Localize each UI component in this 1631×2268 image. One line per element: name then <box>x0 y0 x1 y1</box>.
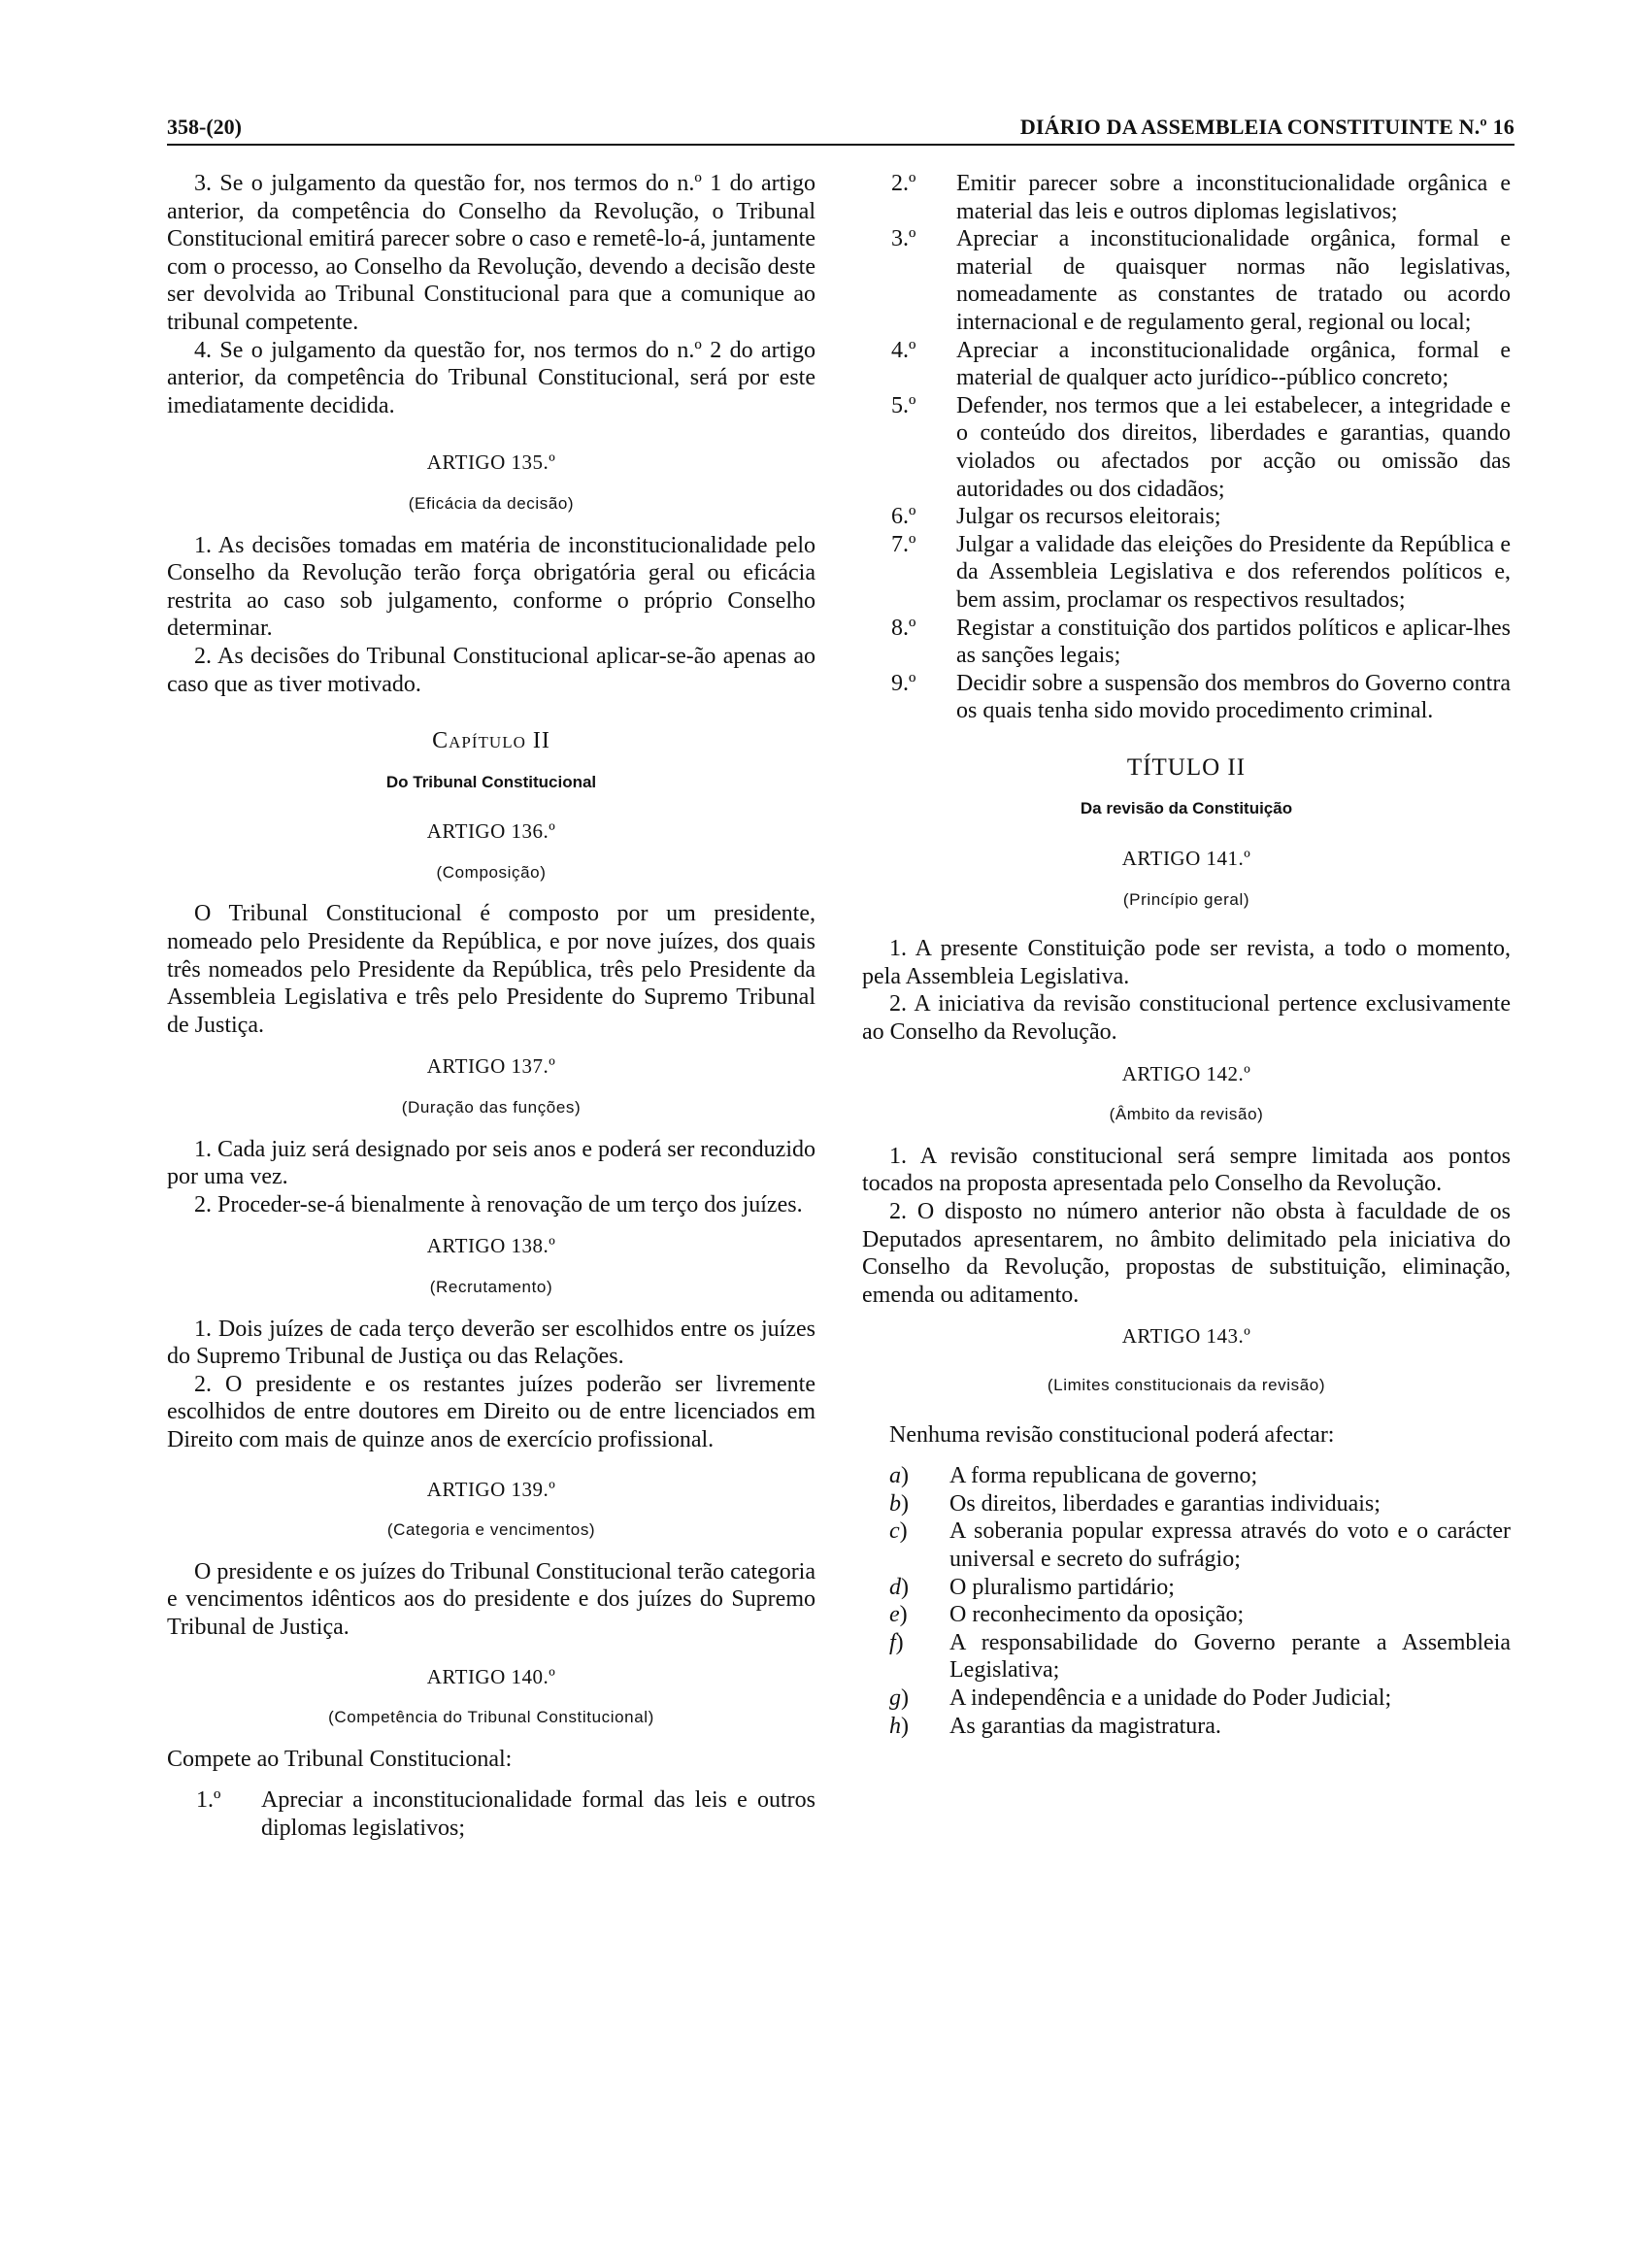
item-text: Apreciar a inconstitucionalidade orgânica, formal e material de qualquer acto jurídico--público concreto; <box>956 337 1511 391</box>
right-column <box>862 170 1511 1740</box>
item-text: A independência e a unidade do Poder Judicial; <box>949 1684 1392 1711</box>
list-item <box>862 1713 1511 1741</box>
article-subtitle-137: (Duração das funções) <box>401 1098 582 1117</box>
page-header <box>167 115 1514 146</box>
list-item <box>167 1786 816 1842</box>
chapter-heading: Capítulo II <box>432 728 550 754</box>
list-item <box>862 1518 1511 1573</box>
item-number: 1.º <box>196 1787 221 1814</box>
article-heading-138: ARTIGO 138.º <box>426 1234 556 1258</box>
list-item <box>862 1490 1511 1518</box>
art135-paragraph-2: 2. As decisões do Tribunal Constitucional aplicar-se-ão apenas ao caso que as tiver motivado. <box>167 643 816 697</box>
list-item <box>862 1574 1511 1602</box>
art141-paragraph-1: 1. A presente Constituição pode ser revista, a todo o momento, pela Assembleia Legislativa. <box>862 936 1511 989</box>
journal-title: DIÁRIO DA ASSEMBLEIA CONSTITUINTE N.º 16 <box>1019 115 1514 139</box>
item-text: Julgar os recursos eleitorais; <box>956 504 1221 530</box>
list-item <box>862 531 1511 615</box>
title-heading: TÍTULO II <box>1126 753 1247 781</box>
art142-paragraph-2: 2. O disposto no número anterior não obsta à faculdade de os Deputados apresentarem, no âmbito delimitado pela iniciativa do Conselho da Revolução, propostas de substituição, eliminação, emenda ou aditamento. <box>862 1199 1511 1308</box>
art138-paragraph-1: 1. Dois juízes de cada terço deverão ser escolhidos entre os juízes do Supremo Tribunal de Justiça ou das Relações. <box>167 1316 816 1370</box>
chapter-subtitle: Do Tribunal Constitucional <box>385 772 597 791</box>
item-letter: b) <box>889 1490 909 1517</box>
item-text: Registar a constituição dos partidos políticos e aplicar-lhes as sanções legais; <box>956 615 1511 669</box>
art140-intro: Compete ao Tribunal Constitucional: <box>167 1746 513 1772</box>
item-letter: c) <box>889 1518 908 1545</box>
item-text: As garantias da magistratura. <box>949 1713 1221 1739</box>
list-item <box>862 670 1511 725</box>
item-number: 9.º <box>891 670 916 696</box>
art142-paragraph-1: 1. A revisão constitucional será sempre limitada aos pontos tocados na proposta apresentada pelo Conselho da Revolução. <box>862 1143 1511 1197</box>
article-heading-136: ARTIGO 136.º <box>426 819 556 844</box>
item-number: 5.º <box>891 392 916 418</box>
item-number: 8.º <box>891 615 916 641</box>
item-letter: e) <box>889 1602 908 1628</box>
item-letter: a) <box>889 1463 909 1489</box>
article-heading-139: ARTIGO 139.º <box>426 1477 556 1501</box>
page-number: 358-(20) <box>167 115 242 139</box>
item-text: O pluralismo partidário; <box>949 1574 1175 1600</box>
item-text: Julgar a validade das eleições do Presidente da República e da Assembleia Legislativa e dos referendos políticos e, bem assim, proclamar os respectivos resultados; <box>956 531 1511 613</box>
list-item <box>862 1462 1511 1490</box>
article-heading-142: ARTIGO 142.º <box>1121 1061 1251 1085</box>
art134-paragraph-3: 3. Se o julgamento da questão for, nos termos do n.º 1 do artigo anterior, da competência do Conselho da Revolução, o Tribunal Constitucional emitirá parecer sobre o caso e remetê-lo-á, juntamente com o processo, ao Conselho da Revolução, devendo a decisão deste ser devolvida ao Tribunal Constitucional para que a comunique ao tribunal competente. <box>167 171 816 335</box>
item-text: Os direitos, liberdades e garantias individuais; <box>949 1490 1381 1517</box>
list-item <box>862 1629 1511 1684</box>
article-subtitle-138: (Recrutamento) <box>429 1278 553 1296</box>
item-number: 4.º <box>891 337 916 363</box>
list-item <box>862 615 1511 670</box>
article-heading-135: ARTIGO 135.º <box>426 450 556 475</box>
title-subtitle: Da revisão da Constituição <box>1080 799 1293 818</box>
art138-paragraph-2: 2. O presidente e os restantes juízes poderão ser livremente escolhidos de entre doutores em Direito ou de entre licenciados em Direito com mais de quinze anos de exercício profissional. <box>167 1371 816 1452</box>
item-text: A forma republicana de governo; <box>949 1463 1258 1489</box>
item-text: A soberania popular expressa através do voto e o carácter universal e secreto do sufrágio; <box>949 1518 1511 1572</box>
list-item <box>862 225 1511 336</box>
list-item <box>862 1684 1511 1713</box>
article-subtitle-140: (Competência do Tribunal Constitucional) <box>328 1708 654 1727</box>
list-item <box>862 170 1511 225</box>
article-heading-141: ARTIGO 141.º <box>1121 847 1251 871</box>
article-subtitle-139: (Categoria e vencimentos) <box>386 1520 596 1540</box>
list-item <box>862 337 1511 392</box>
item-text: Apreciar a inconstitucionalidade orgânica, formal e material de quaisquer normas não legislativas, nomeadamente as constantes de tratado ou acordo internacional e de regulamento geral, regional ou local; <box>956 226 1511 335</box>
art137-paragraph-1: 1. Cada juiz será designado por seis anos e poderá ser reconduzido por uma vez. <box>167 1136 816 1190</box>
article-subtitle-136: (Composição) <box>436 862 547 882</box>
art137-paragraph-2: 2. Proceder-se-á bienalmente à renovação de um terço dos juízes. <box>194 1191 803 1217</box>
item-number: 7.º <box>891 531 916 557</box>
article-subtitle-141: (Princípio geral) <box>1122 889 1250 909</box>
list-item <box>862 503 1511 531</box>
article-subtitle-142: (Âmbito da revisão) <box>1109 1105 1264 1124</box>
item-text: O reconhecimento da oposição; <box>949 1602 1245 1628</box>
item-text: Apreciar a inconstitucionalidade formal das leis e outros diplomas legislativos; <box>261 1787 816 1841</box>
item-letter: h) <box>889 1713 909 1739</box>
item-number: 6.º <box>891 504 916 530</box>
article-subtitle-135: (Eficácia da decisão) <box>408 493 575 513</box>
article-heading-137: ARTIGO 137.º <box>426 1054 556 1079</box>
article-heading-140: ARTIGO 140.º <box>426 1664 556 1688</box>
item-letter: f) <box>889 1629 904 1655</box>
left-column <box>167 170 816 1843</box>
art134-paragraph-4: 4. Se o julgamento da questão for, nos termos do n.º 2 do artigo anterior, da competência do Tribunal Constitucional, será por este imediatamente decidida. <box>167 337 816 418</box>
list-item <box>862 1601 1511 1629</box>
item-text: Defender, nos termos que a lei estabelecer, a integridade e o conteúdo dos direitos, liberdades e garantias, quando violados ou afectados por acção ou omissão das autoridades ou dos cidadãos; <box>956 392 1511 502</box>
art135-paragraph-1: 1. As decisões tomadas em matéria de inconstitucionalidade pelo Conselho da Revolução terão força obrigatória geral ou eficácia restrita ao caso sob julgamento, conforme o próprio Conselho determinar. <box>167 532 816 642</box>
art141-paragraph-2: 2. A iniciativa da revisão constitucional pertence exclusivamente ao Conselho da Revolução. <box>862 991 1511 1046</box>
art143-intro: Nenhuma revisão constitucional poderá afectar: <box>889 1421 1335 1448</box>
item-number: 2.º <box>891 171 916 196</box>
article-subtitle-143: (Limites constitucionais da revisão) <box>1047 1375 1326 1394</box>
item-text: Emitir parecer sobre a inconstitucionalidade orgânica e material das leis e outros diplomas legislativos; <box>956 171 1511 224</box>
item-text: Decidir sobre a suspensão dos membros do Governo contra os quais tenha sido movido procedimento criminal. <box>956 670 1511 724</box>
art136-paragraph-1: O Tribunal Constitucional é composto por um presidente, nomeado pelo Presidente da República, e por nove juízes, dos quais três nomeados pelo Presidente da República, três pelo Presidente da Assembleia Legislativa e três pelo Presidente do Supremo Tribunal de Justiça. <box>167 901 816 1038</box>
item-letter: g) <box>889 1684 909 1711</box>
list-item <box>862 392 1511 503</box>
item-number: 3.º <box>891 226 916 252</box>
item-letter: d) <box>889 1574 909 1600</box>
art139-paragraph-1: O presidente e os juízes do Tribunal Constitucional terão categoria e vencimentos idênticos aos do presidente e dos juízes do Supremo Tribunal de Justiça. <box>167 1558 816 1640</box>
item-text: A responsabilidade do Governo perante a Assembleia Legislativa; <box>949 1629 1511 1684</box>
article-heading-143: ARTIGO 143.º <box>1121 1324 1251 1349</box>
